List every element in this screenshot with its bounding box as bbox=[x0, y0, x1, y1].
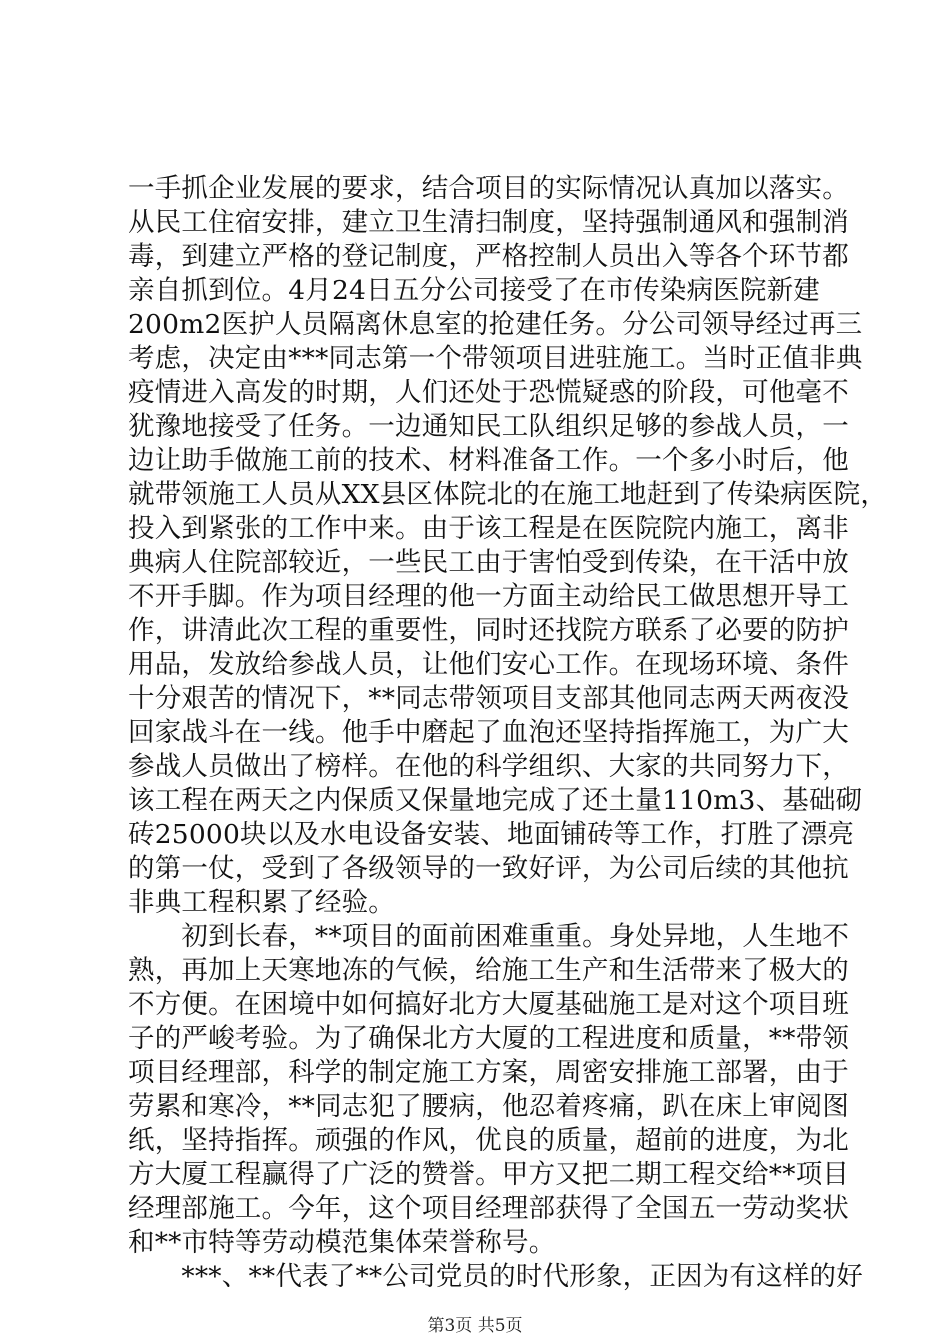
text-line: ***、**代表了**公司党员的时代形象，正因为有这样的好 bbox=[128, 1261, 863, 1292]
text-line: 就带领施工人员从XX县区体院北的在施工地赶到了传染病医院， bbox=[128, 479, 888, 510]
text-line: 一手抓企业发展的要求，结合项目的实际情况认真加以落实。 bbox=[128, 173, 849, 204]
text-line: 典病人住院部较近，一些民工由于害怕受到传染，在干活中放 bbox=[128, 547, 849, 578]
text-line: 不方便。在困境中如何搞好北方大厦基础施工是对这个项目班 bbox=[128, 989, 849, 1020]
text-line: 非典工程积累了经验。 bbox=[128, 887, 395, 918]
text-line: 回家战斗在一线。他手中磨起了血泡还坚持指挥施工，为广大 bbox=[128, 717, 849, 748]
text-line: 该工程在两天之内保质又保量地完成了还土量110m3、基础砌 bbox=[128, 785, 863, 816]
text-line: 纸，坚持指挥。顽强的作风，优良的质量，超前的进度，为北 bbox=[128, 1125, 849, 1156]
text-line: 和**市特等劳动模范集体荣誉称号。 bbox=[128, 1227, 556, 1258]
text-line: 不开手脚。作为项目经理的他一方面主动给民工做思想开导工 bbox=[128, 581, 849, 612]
text-line: 用品，发放给参战人员，让他们安心工作。在现场环境、条件 bbox=[128, 649, 849, 680]
text-line: 砖25000块以及水电设备安装、地面铺砖等工作，打胜了漂亮 bbox=[128, 819, 855, 850]
text-line: 子的严峻考验。为了确保北方大厦的工程进度和质量，**带领 bbox=[128, 1023, 850, 1054]
text-line: 参战人员做出了榜样。在他的科学组织、大家的共同努力下， bbox=[128, 751, 849, 782]
text-line: 十分艰苦的情况下，**同志带领项目支部其他同志两天两夜没 bbox=[128, 683, 850, 714]
text-line: 的第一仗，受到了各级领导的一致好评，为公司后续的其他抗 bbox=[128, 853, 849, 884]
text-line: 亲自抓到位。4月24日五分公司接受了在市传染病医院新建 bbox=[128, 275, 820, 306]
text-line: 边让助手做施工前的技术、材料准备工作。一个多小时后，他 bbox=[128, 445, 849, 476]
text-line: 疫情进入高发的时期，人们还处于恐慌疑惑的阶段，可他毫不 bbox=[128, 377, 849, 408]
text-line: 作，讲清此次工程的重要性，同时还找院方联系了必要的防护 bbox=[128, 615, 849, 646]
text-line: 方大厦工程赢得了广泛的赞誉。甲方又把二期工程交给**项目 bbox=[128, 1159, 850, 1190]
page-number-footer: 第3页 共5页 bbox=[427, 1316, 523, 1336]
text-line: 投入到紧张的工作中来。由于该工程是在医院院内施工，离非 bbox=[128, 513, 849, 544]
text-line: 从民工住宿安排，建立卫生清扫制度，坚持强制通风和强制消 bbox=[128, 207, 849, 238]
text-line: 经理部施工。今年，这个项目经理部获得了全国五一劳动奖状 bbox=[128, 1193, 849, 1224]
text-line: 项目经理部，科学的制定施工方案，周密安排施工部署，由于 bbox=[128, 1057, 849, 1088]
text-line: 200m2医护人员隔离休息室的抢建任务。分公司领导经过再三 bbox=[128, 309, 863, 340]
text-line: 毒，到建立严格的登记制度，严格控制人员出入等各个环节都 bbox=[128, 241, 849, 272]
text-line: 犹豫地接受了任务。一边通知民工队组织足够的参战人员，一 bbox=[128, 411, 849, 442]
text-line: 初到长春，**项目的面前困难重重。身处异地，人生地不 bbox=[128, 921, 850, 952]
text-line: 劳累和寒冷，**同志犯了腰病，他忍着疼痛，趴在床上审阅图 bbox=[128, 1091, 850, 1122]
text-line: 考虑，决定由***同志第一个带领项目进驻施工。当时正值非典 bbox=[128, 343, 863, 374]
text-line: 熟，再加上天寒地冻的气候，给施工生产和生活带来了极大的 bbox=[128, 955, 849, 986]
